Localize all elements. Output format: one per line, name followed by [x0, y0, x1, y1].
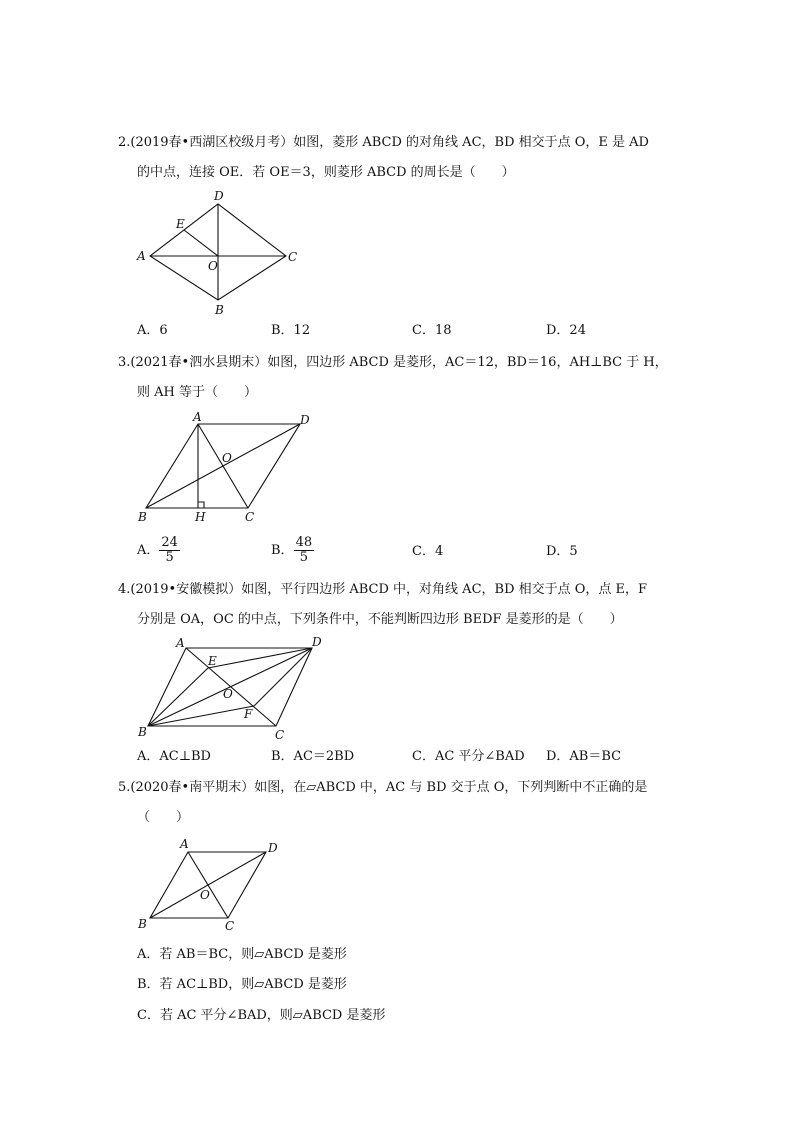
label-f: F: [244, 707, 253, 721]
label-o: O: [200, 888, 210, 902]
question-number: 4.: [118, 582, 131, 597]
question-number: 5.: [118, 780, 131, 795]
question-5-option-c: C．若 AC 平分∠BAD，则▱ABCD 是菱形: [137, 1008, 386, 1023]
question-5-line-2: （ ）: [137, 810, 190, 825]
label-c: C: [225, 919, 235, 933]
segment-fd: [254, 648, 312, 706]
question-3-figure: [130, 412, 330, 532]
question-text: (2020春•南平期末）如图，在▱ABCD 中，AC 与 BD 交于点 O，下列判断中不正确的是: [130, 780, 648, 795]
label-d: D: [312, 635, 322, 649]
question-4-option-c: C．AC 平分∠BAD: [412, 749, 525, 764]
question-4-option-a: A．AC⊥BD: [137, 749, 211, 764]
label-a: A: [193, 410, 202, 424]
label-c: C: [288, 250, 298, 264]
label-d: D: [300, 413, 310, 427]
question-2-option-c: C．18: [412, 323, 452, 338]
question-3-option-b: B． $\frac{48}{5}$: [271, 535, 313, 565]
question-3-option-d: D．5: [546, 544, 578, 559]
question-4-option-b: B．AC＝2BD: [271, 749, 355, 764]
question-text: (2021春•泗水县期末）如图，四边形 ABCD 是菱形，AC＝12，BD＝16，AH⊥BC 于 H，: [130, 355, 668, 370]
label-o: O: [222, 451, 232, 465]
question-4-line-2: 分别是 OA，OC 的中点，下列条件中，不能判断四边形 BEDF 是菱形的是（ ）: [137, 612, 623, 627]
segment-be: [148, 668, 208, 726]
segment-bf: [148, 706, 254, 726]
question-5-option-a: A．若 AB＝BC，则▱ABCD 是菱形: [137, 947, 347, 962]
segment-ed: [208, 648, 312, 668]
question-4-line-1: [118, 581, 647, 599]
question-2-figure: [130, 189, 310, 317]
question-2-line-1: [118, 134, 649, 152]
fraction: $\frac{24}{5}$: [161, 535, 178, 565]
question-number: 3.: [118, 355, 131, 370]
question-3-option-a: A． $\frac{24}{5}$: [137, 535, 178, 565]
question-4-option-d: D．AB＝BC: [546, 749, 622, 764]
label-b: B: [215, 303, 224, 317]
label-c: C: [275, 728, 285, 742]
question-5-figure: [130, 836, 300, 936]
diagonal-bd: [150, 852, 266, 918]
label-d: D: [268, 841, 278, 855]
question-2-option-b: B．12: [271, 323, 311, 338]
label-a: A: [180, 837, 189, 851]
question-text: (2019春•西湖区校级月考）如图，菱形 ABCD 的对角线 AC，BD 相交于点 O，E 是 AD: [130, 135, 649, 150]
segment-oe: [184, 230, 218, 256]
question-text: (2019•安徽模拟）如图，平行四边形 ABCD 中，对角线 AC，BD 相交于点 O，点 E，F: [130, 582, 648, 597]
question-3-option-c: C．4: [412, 544, 444, 559]
label-a: A: [137, 249, 146, 263]
question-2-option-d: D．24: [546, 323, 586, 338]
label-b: B: [138, 917, 147, 931]
label-c: C: [245, 510, 255, 524]
fraction: $\frac{48}{5}$: [295, 535, 313, 565]
question-5-line-1: [118, 779, 647, 797]
label-b: B: [138, 510, 147, 524]
label-o: O: [223, 687, 233, 701]
right-angle-mark: [198, 502, 204, 508]
label-d: D: [214, 189, 224, 203]
label-b: B: [138, 725, 147, 739]
label-e: E: [208, 654, 217, 668]
diagonal-bd: [146, 424, 300, 508]
question-3-line-1: [118, 354, 668, 372]
question-3-line-2: 则 AH 等于（ ）: [137, 385, 257, 400]
label-a: A: [176, 636, 185, 650]
label-h: H: [195, 510, 206, 524]
label-e: E: [176, 217, 185, 231]
question-2-option-a: A．6: [137, 323, 168, 338]
label-o: O: [208, 259, 218, 273]
question-2-line-2: 的中点，连接 OE．若 OE＝3，则菱形 ABCD 的周长是（ ）: [137, 165, 515, 180]
question-5-option-b: B．若 AC⊥BD，则▱ABCD 是菱形: [137, 977, 347, 992]
question-4-figure: [130, 636, 340, 746]
question-number: 2.: [118, 135, 131, 150]
